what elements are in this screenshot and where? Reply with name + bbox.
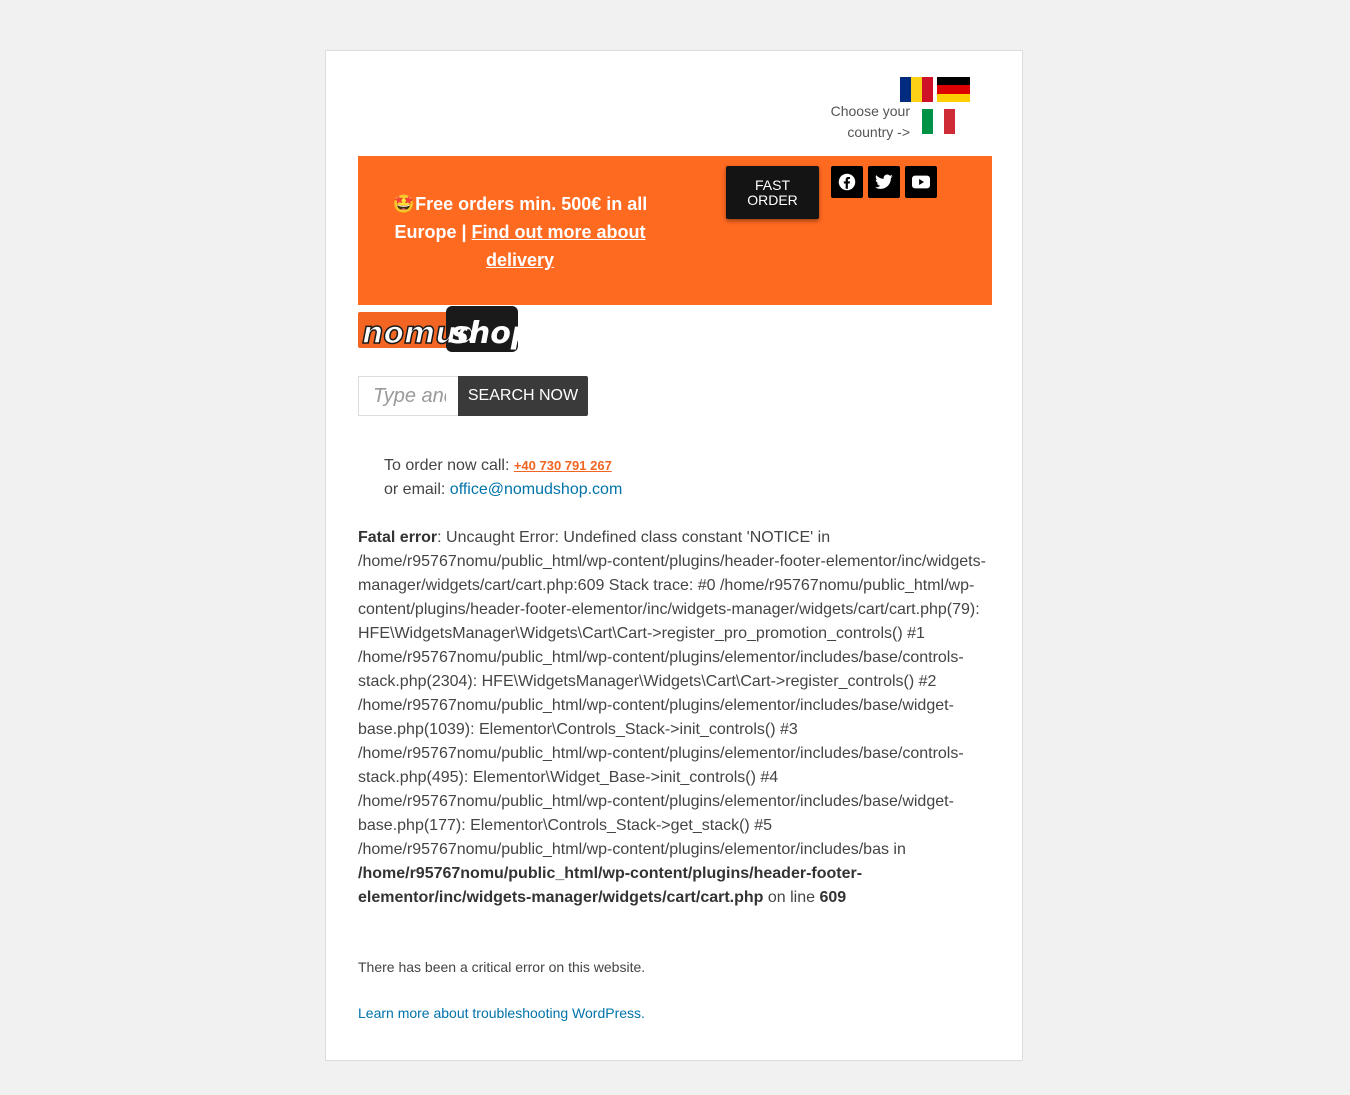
romania-flag-icon[interactable] (900, 77, 933, 102)
twitter-icon[interactable] (868, 166, 900, 198)
choose-country-label: Choose your country -> (830, 103, 910, 140)
youtube-icon[interactable] (905, 166, 937, 198)
italy-flag-icon[interactable] (922, 109, 955, 134)
fatal-error-label: Fatal error (358, 529, 438, 546)
contact-info: To order now call: +40 730 791 267 or email: office@nomudshop.com (384, 457, 623, 498)
troubleshooting-link[interactable]: Learn more about troubleshooting WordPress. (358, 1005, 645, 1021)
promo-text: 🤩Free orders min. 500€ in all Europe | Find out more about delivery (392, 194, 648, 270)
search-now-button[interactable]: SEARCH NOW (458, 376, 588, 416)
search-input[interactable] (358, 376, 460, 416)
delivery-info-link[interactable]: Find out more about delivery (471, 222, 646, 270)
phone-link[interactable]: +40 730 791 267 (513, 458, 612, 473)
logo-text-shop: sho (451, 316, 511, 351)
germany-flag-icon[interactable] (937, 77, 970, 102)
critical-error-text: There has been a critical error on this website. (358, 959, 646, 975)
email-link[interactable]: office@nomudshop.com (449, 481, 623, 498)
facebook-icon[interactable] (831, 166, 863, 198)
error-line-number: 609 (819, 889, 847, 906)
fatal-error-message: Fatal error: Uncaught Error: Undefined class constant 'NOTICE' in /home/r95767nomu/public_html/wp-content/plugins/header-footer-elementor/inc/widgets-manager/widgets/cart/cart.php:609 Stack trace: #0 /home/r95767nomu/public_html/wp-content/plugins/header-footer-elementor/inc/widgets-manager/widgets/cart/cart.php(79): HFE\WidgetsManager\Widgets\Cart\Cart->register_pro_promotion_controls() #1 /home/r95767nomu/public_html/wp-content/plugins/elementor/includes/base/controls-stack.php(2304): HFE\WidgetsManager\Widgets\Cart\Cart->register_controls() #2 /home/r95767nomu/public_html/wp-content/plugins/elementor/includes/base/widget-base.php(1039): Elementor\Controls_Stack->init_controls() #3 /home/r95767nomu/public_html/wp-content/plugins/elementor/includes/base/controls-stack.php(495): Elementor\Widget_Base->init_controls() #4 /home/r95767nomu/public_html/wp-content/plugins/elementor/includes/base/widget-base.php(177): Elementor\Controls_Stack->get_stack() #5 /home/r95767nomu/public_html/wp-content/plugins/elementor/includes/bas in /home/r95767nomu/public_html/wp-content/plugins/header-footer-elementor/inc/widgets-manager/widgets/cart/cart.php on line 609 (358, 529, 986, 906)
star-struck-emoji: 🤩 (392, 194, 416, 214)
error-file-path: /home/r95767nomu/public_html/wp-content/plugins/header-footer-elementor/inc/widgets-manager/widgets/cart/cart.php (358, 865, 863, 906)
fast-order-button[interactable]: FAST ORDER (726, 166, 819, 219)
nomudshop-logo[interactable] (358, 306, 518, 352)
logo-text-nomud: nomud (362, 316, 479, 351)
